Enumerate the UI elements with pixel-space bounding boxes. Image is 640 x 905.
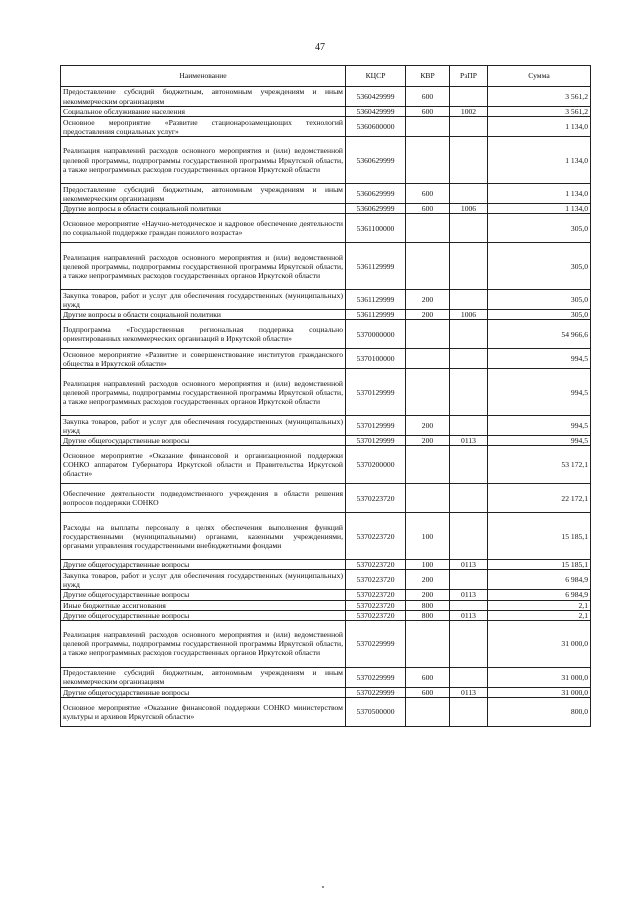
cell-sum: 6 984,9	[488, 590, 591, 600]
budget-table	[60, 65, 591, 727]
cell-kcsr: 5361129999	[346, 290, 406, 310]
cell-name: Основное мероприятие «Оказание финансовой и организационной поддержки СОНКО аппаратом Губернатора Иркутской области и Правительства Иркутской области»	[61, 446, 346, 484]
cell-name: Другие общегосударственные вопросы	[61, 610, 346, 620]
table-row	[61, 697, 591, 726]
cell-name: Другие вопросы в области социальной политики	[61, 310, 346, 320]
table-row	[61, 687, 591, 697]
cell-kcsr: 5370000000	[346, 320, 406, 349]
cell-name: Другие общегосударственные вопросы	[61, 436, 346, 446]
table-row	[61, 320, 591, 349]
cell-kvr: 200	[406, 590, 450, 600]
cell-kcsr: 5360629999	[346, 204, 406, 214]
cell-kcsr: 5370229999	[346, 687, 406, 697]
cell-rzpr	[450, 570, 488, 590]
cell-kvr: 100	[406, 560, 450, 570]
cell-kvr	[406, 446, 450, 484]
table-row	[61, 107, 591, 117]
cell-kcsr: 5361100000	[346, 214, 406, 243]
table-row	[61, 184, 591, 204]
cell-rzpr	[450, 416, 488, 436]
cell-sum: 54 966,6	[488, 320, 591, 349]
cell-kvr	[406, 214, 450, 243]
cell-rzpr	[450, 290, 488, 310]
cell-kcsr: 5370229999	[346, 667, 406, 687]
cell-sum: 3 561,2	[488, 107, 591, 117]
cell-kcsr: 5370500000	[346, 697, 406, 726]
header-name: Наименование	[61, 66, 346, 87]
cell-name: Обеспечение деятельности подведомственного учреждения в области решения вопросов поддержки СОНКО	[61, 484, 346, 513]
header-kcsr: КЦСР	[346, 66, 406, 87]
cell-kcsr: 5370223720	[346, 570, 406, 590]
cell-sum: 1 134,0	[488, 184, 591, 204]
table-row	[61, 137, 591, 184]
header-kvr: КВР	[406, 66, 450, 87]
cell-rzpr: 0113	[450, 687, 488, 697]
cell-kvr	[406, 137, 450, 184]
cell-sum: 1 134,0	[488, 117, 591, 137]
cell-name: Закупка товаров, работ и услуг для обеспечения государственных (муниципальных) нужд	[61, 290, 346, 310]
cell-name: Основное мероприятие «Развитие и совершенствование институтов гражданского общества в Иркутской области»	[61, 349, 346, 369]
table-row	[61, 214, 591, 243]
table-row	[61, 513, 591, 560]
cell-kvr: 600	[406, 687, 450, 697]
cell-kvr: 200	[406, 310, 450, 320]
cell-sum: 6 984,9	[488, 570, 591, 590]
cell-name: Расходы на выплаты персоналу в целях обеспечения выполнения функций государственными (муниципальными) органами, казенными учреждениями, органами управления государственными внебюджетными фондами	[61, 513, 346, 560]
cell-kcsr: 5360429999	[346, 87, 406, 107]
cell-sum: 31 000,0	[488, 667, 591, 687]
cell-rzpr	[450, 600, 488, 610]
cell-name: Основное мероприятие «Развитие стационарозамещающих технологий предоставления социальных услуг»	[61, 117, 346, 137]
table-row	[61, 570, 591, 590]
cell-kcsr: 5370223720	[346, 560, 406, 570]
cell-name: Иные бюджетные ассигнования	[61, 600, 346, 610]
header-sum: Сумма	[488, 66, 591, 87]
table-row	[61, 667, 591, 687]
cell-kvr	[406, 484, 450, 513]
cell-name: Предоставление субсидий бюджетным, автономным учреждениям и иным некоммерческим организациям	[61, 184, 346, 204]
cell-name: Подпрограмма «Государственная региональная поддержка социально ориентированных некоммерческих организаций в Иркутской области»	[61, 320, 346, 349]
cell-rzpr: 1006	[450, 310, 488, 320]
cell-kcsr: 5370223720	[346, 600, 406, 610]
cell-rzpr	[450, 137, 488, 184]
cell-name: Закупка товаров, работ и услуг для обеспечения государственных (муниципальных) нужд	[61, 570, 346, 590]
cell-name: Закупка товаров, работ и услуг для обеспечения государственных (муниципальных) нужд	[61, 416, 346, 436]
table-row	[61, 446, 591, 484]
cell-rzpr: 0113	[450, 560, 488, 570]
table-row	[61, 590, 591, 600]
table-row	[61, 436, 591, 446]
cell-kcsr: 5370129999	[346, 369, 406, 416]
cell-kcsr: 5370129999	[346, 436, 406, 446]
cell-kvr: 200	[406, 416, 450, 436]
cell-sum: 3 561,2	[488, 87, 591, 107]
cell-rzpr	[450, 667, 488, 687]
cell-kvr: 600	[406, 184, 450, 204]
table-row	[61, 369, 591, 416]
table-row	[61, 620, 591, 667]
cell-sum: 800,0	[488, 697, 591, 726]
cell-kvr	[406, 320, 450, 349]
cell-kvr: 100	[406, 513, 450, 560]
cell-sum: 53 172,1	[488, 446, 591, 484]
cell-kcsr: 5370100000	[346, 349, 406, 369]
table-row	[61, 310, 591, 320]
cell-kvr: 600	[406, 107, 450, 117]
cell-name: Реализация направлений расходов основного мероприятия и (или) ведомственной целевой программы, подпрограммы государственной программы Иркутской области, а также непрограммных расходов государственных органов Иркутской области	[61, 243, 346, 290]
cell-kvr: 600	[406, 667, 450, 687]
cell-name: Основное мероприятие «Научно-методическое и кадровое обеспечение деятельности по социальной поддержке граждан пожилого возраста»	[61, 214, 346, 243]
cell-sum: 22 172,1	[488, 484, 591, 513]
table-row	[61, 349, 591, 369]
cell-name: Основное мероприятие «Оказание финансовой поддержки СОНКО министерством культуры и архивов Иркутской области»	[61, 697, 346, 726]
page-number: 47	[315, 42, 325, 53]
table-row	[61, 243, 591, 290]
cell-sum: 1 134,0	[488, 137, 591, 184]
cell-sum: 15 185,1	[488, 513, 591, 560]
table-row	[61, 117, 591, 137]
cell-name: Реализация направлений расходов основного мероприятия и (или) ведомственной целевой программы, подпрограммы государственной программы Иркутской области, а также непрограммных расходов государственных органов Иркутской области	[61, 620, 346, 667]
cell-kvr	[406, 620, 450, 667]
cell-kvr: 200	[406, 290, 450, 310]
table-header-row	[61, 66, 591, 87]
cell-rzpr	[450, 369, 488, 416]
cell-rzpr: 0113	[450, 610, 488, 620]
cell-kvr: 800	[406, 610, 450, 620]
cell-sum: 994,5	[488, 369, 591, 416]
cell-rzpr	[450, 620, 488, 667]
cell-sum: 31 000,0	[488, 687, 591, 697]
table-row	[61, 204, 591, 214]
cell-rzpr: 0113	[450, 436, 488, 446]
cell-kcsr: 5370223720	[346, 484, 406, 513]
header-rzpr: РзПР	[450, 66, 488, 87]
cell-rzpr	[450, 349, 488, 369]
cell-kcsr: 5370223720	[346, 590, 406, 600]
cell-sum: 31 000,0	[488, 620, 591, 667]
cell-rzpr	[450, 117, 488, 137]
cell-rzpr	[450, 513, 488, 560]
cell-sum: 305,0	[488, 290, 591, 310]
cell-name: Предоставление субсидий бюджетным, автономным учреждениям и иным некоммерческим организациям	[61, 667, 346, 687]
cell-kcsr: 5360629999	[346, 137, 406, 184]
scan-mark	[322, 886, 324, 888]
cell-kvr: 600	[406, 87, 450, 107]
cell-kvr	[406, 349, 450, 369]
cell-kvr: 200	[406, 570, 450, 590]
cell-sum: 305,0	[488, 214, 591, 243]
cell-sum: 994,5	[488, 436, 591, 446]
cell-name: Социальное обслуживание населения	[61, 107, 346, 117]
cell-kvr	[406, 243, 450, 290]
cell-rzpr	[450, 243, 488, 290]
cell-kcsr: 5360600000	[346, 117, 406, 137]
cell-sum: 994,5	[488, 416, 591, 436]
cell-sum: 2,1	[488, 600, 591, 610]
cell-rzpr	[450, 484, 488, 513]
cell-sum: 994,5	[488, 349, 591, 369]
cell-sum: 305,0	[488, 243, 591, 290]
cell-kcsr: 5370223720	[346, 610, 406, 620]
table-row	[61, 416, 591, 436]
cell-rzpr	[450, 184, 488, 204]
table-row	[61, 600, 591, 610]
cell-name: Реализация направлений расходов основного мероприятия и (или) ведомственной целевой программы, подпрограммы государственной программы Иркутской области, а также непрограммных расходов государственных органов Иркутской области	[61, 137, 346, 184]
cell-kvr	[406, 369, 450, 416]
cell-name: Другие общегосударственные вопросы	[61, 687, 346, 697]
cell-rzpr: 1002	[450, 107, 488, 117]
cell-kvr: 600	[406, 204, 450, 214]
cell-kcsr: 5360429999	[346, 107, 406, 117]
cell-kcsr: 5370200000	[346, 446, 406, 484]
cell-kcsr: 5370223720	[346, 513, 406, 560]
cell-kcsr: 5370229999	[346, 620, 406, 667]
cell-kvr: 800	[406, 600, 450, 610]
table-row	[61, 290, 591, 310]
cell-kcsr: 5360629999	[346, 184, 406, 204]
cell-rzpr	[450, 446, 488, 484]
cell-sum: 2,1	[488, 610, 591, 620]
cell-kcsr: 5370129999	[346, 416, 406, 436]
cell-kvr	[406, 697, 450, 726]
cell-name: Другие общегосударственные вопросы	[61, 560, 346, 570]
cell-sum: 1 134,0	[488, 204, 591, 214]
table-row	[61, 484, 591, 513]
table-body	[61, 87, 591, 727]
cell-kvr	[406, 117, 450, 137]
cell-kcsr: 5361129999	[346, 310, 406, 320]
cell-sum: 15 185,1	[488, 560, 591, 570]
cell-kvr: 200	[406, 436, 450, 446]
table-row	[61, 560, 591, 570]
cell-name: Реализация направлений расходов основного мероприятия и (или) ведомственной целевой программы, подпрограммы государственной программы Иркутской области, а также непрограммных расходов государственных органов Иркутской области	[61, 369, 346, 416]
cell-name: Другие вопросы в области социальной политики	[61, 204, 346, 214]
cell-rzpr	[450, 214, 488, 243]
cell-rzpr	[450, 87, 488, 107]
cell-rzpr: 1006	[450, 204, 488, 214]
cell-name: Предоставление субсидий бюджетным, автономным учреждениям и иным некоммерческим организациям	[61, 87, 346, 107]
cell-sum: 305,0	[488, 310, 591, 320]
cell-rzpr: 0113	[450, 590, 488, 600]
table-row	[61, 87, 591, 107]
cell-kcsr: 5361129999	[346, 243, 406, 290]
cell-name: Другие общегосударственные вопросы	[61, 590, 346, 600]
cell-rzpr	[450, 320, 488, 349]
cell-rzpr	[450, 697, 488, 726]
table-row	[61, 610, 591, 620]
